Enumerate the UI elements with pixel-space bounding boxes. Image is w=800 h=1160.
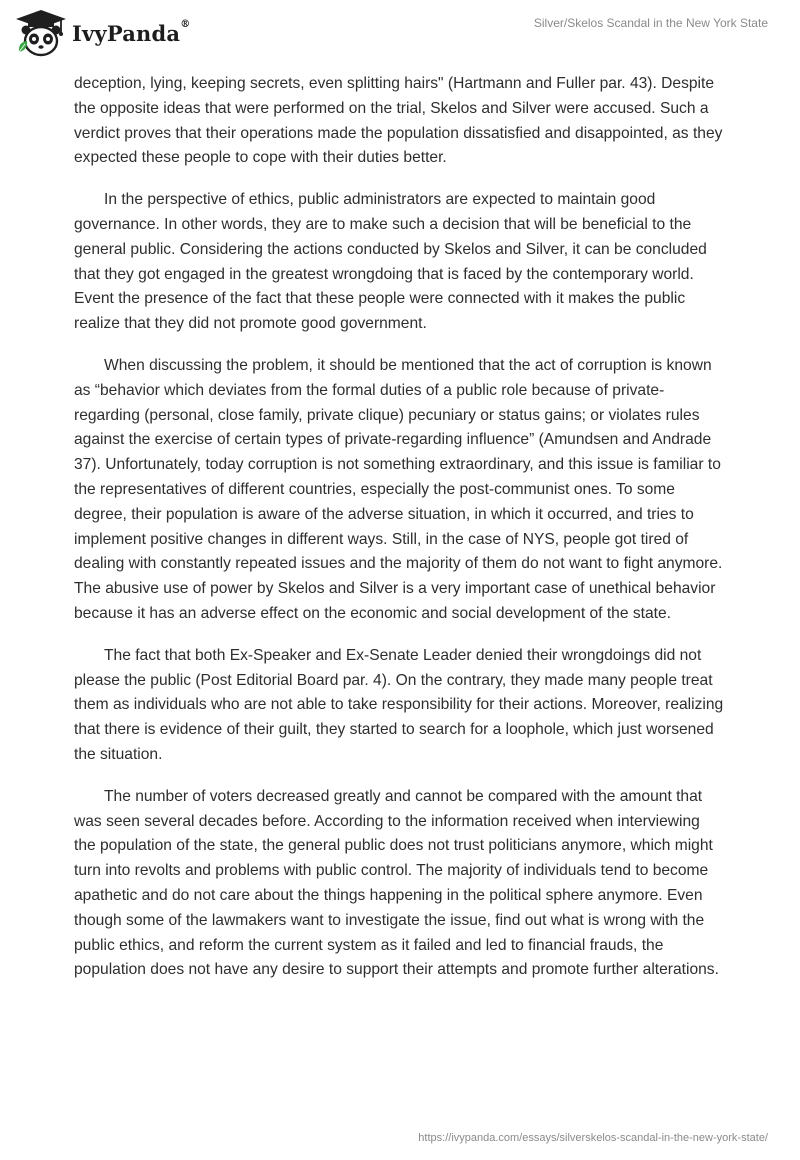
page-header bbox=[0, 0, 800, 70]
brand-name: IvyPanda® bbox=[72, 18, 191, 46]
registered-mark: ® bbox=[180, 18, 191, 30]
panda-graduate-icon bbox=[14, 8, 68, 58]
source-url[interactable]: https://ivypanda.com/essays/silverskelos-scandal-in-the-new-york-state/ bbox=[418, 1132, 768, 1144]
ivypanda-logo[interactable] bbox=[14, 8, 190, 58]
essay-body bbox=[74, 72, 724, 1000]
paragraph: The number of voters decreased greatly and cannot be compared with the amount that was seen several decades before. According to the information received when interviewing the population of the state, the general public does not trust politicians anymore, which might turn into revolts and problems with public control. The majority of individuals tend to become apathetic and do not care about the things happening in the political sphere anymore. Even though some of the lawmakers want to investigate the issue, find out what is wrong with the public ethics, and reform the current system as it failed and led to financial frauds, the population does not have any desire to support their attempts and promote further alterations. bbox=[74, 787, 719, 979]
paragraph: In the perspective of ethics, public administrators are expected to maintain good governance. In other words, they are to make such a decision that will be beneficial to the general public. Considering the actions conducted by Skelos and Silver, it can be concluded that they got engaged in the greatest wrongdoing that is faced by the contemporary world. Event the presence of the fact that these people were connected with it makes the public realize that they did not promote good government. bbox=[74, 191, 707, 333]
running-title: Silver/Skelos Scandal in the New York State bbox=[533, 16, 768, 30]
paragraph: The fact that both Ex-Speaker and Ex-Senate Leader denied their wrongdoings did not please the public (Post Editorial Board par. 4). On the contrary, they made many people treat them as individuals who are not able to take responsibility for their actions. Moreover, realizing that there is evidence of their guilt, they started to search for a loophole, which just worsened the situation. bbox=[74, 646, 724, 763]
paragraph: When discussing the problem, it should be mentioned that the act of corruption is known as “behavior which deviates from the formal duties of a public role because of private-regarding (personal, close family, private clique) pecuniary or status gains; or violates rules against the exercise of certain types of private-regarding influence” (Amundsen and Andrade 37). Unfortunately, today corruption is not something extraordinary, and this issue is familiar to the representatives of different countries, especially the post-communist ones. To some degree, their population is aware of the adverse situation, in which it occurred, and tries to implement positive changes in different ways. Still, in the case of NYS, people got tired of dealing with constantly repeated issues and the majority of them do not want to fight anymore. The abusive use of power by Skelos and Silver is a very important case of unethical behavior because it has an adverse effect on the economic and social development of the state. bbox=[74, 356, 723, 622]
paragraph: deception, lying, keeping secrets, even splitting hairs" (Hartmann and Fuller par. 43). Despite the opposite ideas that were performed on the trial, Skelos and Silver were accused. Such a verdict proves that their operations made the population dissatisfied and disappointed, as they expected these people to cope with their duties better. bbox=[74, 75, 723, 167]
